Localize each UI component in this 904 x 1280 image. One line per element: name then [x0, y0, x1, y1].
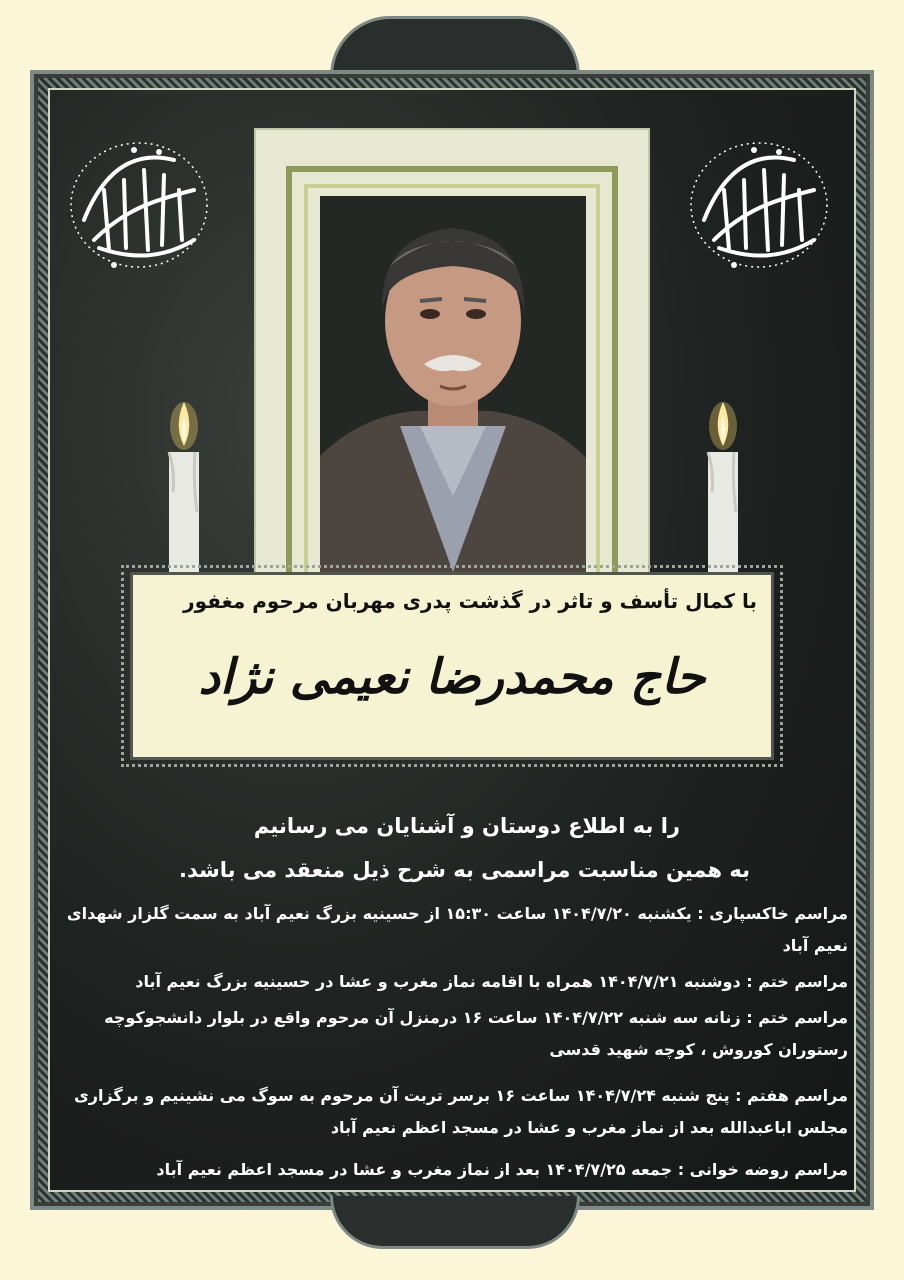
candle-icon: [167, 392, 201, 582]
ceremony-item: مراسم خاکسپاری : یکشنبه ۱۴۰۴/۷/۲۰ ساعت ۱۵:۳۰ از حسینیه بزرگ نعیم آباد به سمت گلزار شهدای نعیم آباد: [66, 904, 848, 955]
ceremony-item: مراسم هفتم : پنج شنبه ۱۴۰۴/۷/۲۴ ساعت ۱۶ برسر تربت آن مرحوم به سوگ می نشینیم و برگزاری مجلس اباعبدالله بعد از نماز مغرب و عشا در مسجد اعظم نعیم آباد: [74, 1086, 848, 1137]
name-panel: [130, 572, 774, 760]
ceremony-item: مراسم ختم : دوشنبه ۱۴۰۴/۷/۲۱ همراه با اقامه نماز مغرب و عشا در حسینیه بزرگ نعیم آباد: [135, 972, 848, 991]
deceased-name: حاج محمدرضا نعیمی نژاد: [198, 649, 706, 705]
calligraphy-emblem-icon: [684, 130, 834, 280]
announcement-line-1: را به اطلاع دوستان و آشنایان می رسانیم: [253, 814, 680, 838]
ceremony-item: مراسم ختم : زنانه سه شنبه ۱۴۰۴/۷/۲۲ ساعت ۱۶ درمنزل آن مرحوم واقع در بلوار دانشجوکوچه رستوران کوروش ، کوچه شهید قدسی: [104, 1008, 848, 1059]
candle-icon: [706, 392, 740, 582]
bottom-ornament: [330, 1196, 580, 1249]
portrait-photo: [320, 196, 586, 572]
condolence-subtitle: با کمال تأسف و تاثر در گذشت پدری مهربان مرحوم مغفور: [183, 589, 757, 613]
calligraphy-emblem-icon: [64, 130, 214, 280]
announcement-line-2: به همین مناسبت مراسمی به شرح ذیل منعقد می باشد.: [178, 858, 750, 882]
ceremony-item: مراسم روضه خوانی : جمعه ۱۴۰۴/۷/۲۵ بعد از نماز مغرب و عشا در مسجد اعظم نعیم آباد: [156, 1160, 848, 1179]
